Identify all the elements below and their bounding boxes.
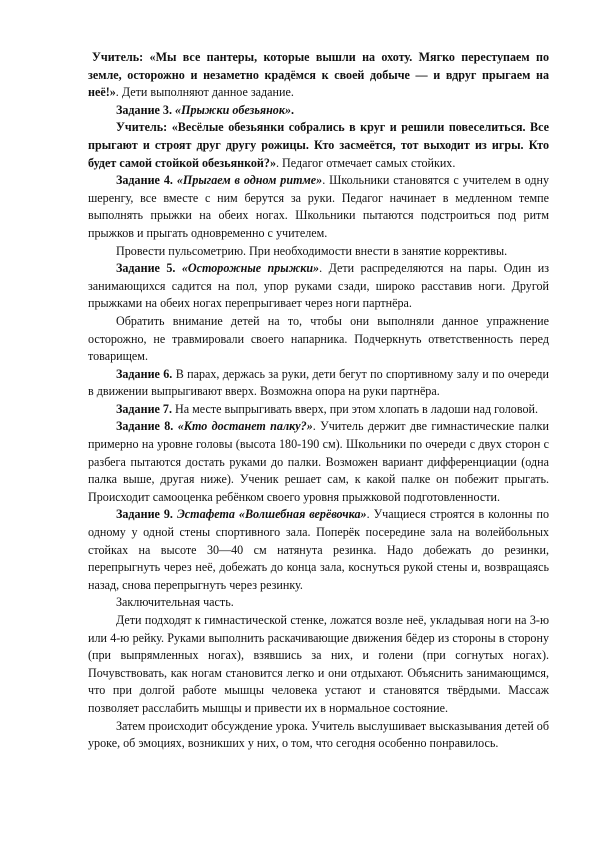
paragraph-text: На месте выпрыгивать вверх, при этом хлопать в ладоши над головой. (175, 401, 538, 416)
pulse-paragraph (88, 243, 549, 261)
task-5-paragraph (88, 260, 549, 313)
paragraph-text: Затем происходит обсуждение урока. Учитель выслушивает высказывания детей об уроке, об эмоциях, возникших у них, о том, что сегодня особенно понравилось. (88, 718, 549, 751)
paragraph-text: . Школьники становятся с учителем в одну шеренгу, все вместе с ним берутся за руки. Педагог начинает в медленном темпе выполнять прыжки на обеих ногах. Школьники пытаются подстроиться под ритм прыжков и прыгать одновременно с учителем. (88, 173, 549, 240)
paragraph-text: . Учитель держит две гимнастические палки примерно на уровне головы (высота 180-190 см). Школьники по очереди с двух сторон с разбега пытаются достать руками до палки. Возможен вариант дифференциации (одна палка выше, другая ниже). Ученик решает сам, к какой палке он побежит прыгать. Происходит самооценка ребёнком своего уровня прыжковой подготовленности. (88, 419, 549, 504)
paragraph-text: В парах, держась за руки, дети бегут по спортивному залу и по очереди в движении выпрыгивают вверх. Возможна опора на руки партнёра. (88, 366, 549, 399)
paragraph-teacher-monkeys (88, 119, 549, 172)
paragraph-teacher-panthers (88, 49, 549, 102)
discussion-paragraph (88, 718, 549, 753)
section-heading: Заключительная часть. (116, 595, 234, 610)
teacher-quote: «Весёлые обезьянки собрались в круг и решили повеселиться. Все прыгают и строят друг другу рожицы. Кто засмеётся, тот выходит из игры. Кто будет самой стойкой обезьянкой?» (88, 120, 549, 170)
final-part-heading (88, 594, 549, 612)
paragraph-text: Обратить внимание детей на то, чтобы они выполняли данное упражнение осторожно, не травмировали своего напарника. Подчеркнуть ответственность перед товарищем. (88, 313, 549, 364)
document-page (88, 49, 549, 753)
task-3-heading: Задание 3. «Прыжки обезьянок». (116, 102, 295, 117)
task-label: Задание 5. (116, 261, 182, 276)
speaker-label: Учитель: (92, 50, 150, 64)
task-title: Эстафета «Волшебная верёвочка» (176, 507, 367, 522)
task-title: «Осторожные прыжки» (181, 261, 320, 276)
task-8-paragraph (88, 418, 549, 506)
task-label: Задание 4. (116, 173, 177, 188)
paragraph-text: . Дети выполняют данное задание. (115, 85, 294, 100)
task-label: Задание 6. (116, 366, 176, 381)
stretch-paragraph (88, 612, 549, 718)
paragraph-text: Дети подходят к гимнастической стенке, ложатся возле неё, укладывая ноги на 3-ю или 4-ю рейку. Руками выполнить раскачивающие движения бёдер из стороны в сторону (при выпрямленных ногах), взявшись за них, и голени (при согнутых ногах). Почувствовать, как ногам становится легко и они отдыхают. Объяснить занимающимся, что при долгой работе мышцы человека устают и становятся твёрдыми. Массаж позволяет расслабить мышцы и привести их в нормальное состояние. (88, 613, 549, 715)
attention-paragraph (88, 313, 549, 366)
task-6-paragraph (88, 366, 549, 401)
task-label: Задание 9. (116, 507, 177, 522)
task-title: «Кто достанет палку?» (177, 419, 313, 434)
paragraph-text: . Педагог отмечает самых стойких. (276, 155, 456, 170)
task-label: Задание 3. (116, 102, 176, 117)
task-label: Задание 7. (116, 401, 176, 416)
paragraph-text: Провести пульсометрию. При необходимости внести в занятие коррективы. (116, 243, 508, 258)
task-title: «Прыгаем в одном ритме» (176, 173, 323, 188)
speaker-label: Учитель: (116, 120, 172, 135)
task-4-paragraph (88, 172, 549, 242)
teacher-quote: «Мы все пантеры, которые вышли на охоту. Мягко переступаем по земле, осторожно и незаметно крадёмся к своей добыче — и вдруг прыгаем на неё!» (88, 50, 549, 100)
task-label: Задание 8. (116, 419, 178, 434)
task-9-paragraph (88, 506, 549, 594)
paragraph-text: . Дети распределяются на пары. Один из занимающихся садится на пол, упор руками сзади, широко расставив ноги. Другой прыжками на обеих ногах перепрыгивает через ноги партнёра. (88, 261, 549, 311)
paragraph-text: . Учащиеся строятся в колонны по одному у одной стены спортивного зала. Поперёк посередине зала на волейбольных стойках на высоте 30—40 см натянута резинка. Надо добежать до резинки, перепрыгнуть через неё, добежать до конца зала, коснуться рукой стены и, возвращаясь назад, снова перепрыгнуть через резинку. (88, 507, 549, 592)
task-7-paragraph (88, 401, 549, 419)
task-title: «Прыжки обезьянок» (175, 102, 292, 117)
